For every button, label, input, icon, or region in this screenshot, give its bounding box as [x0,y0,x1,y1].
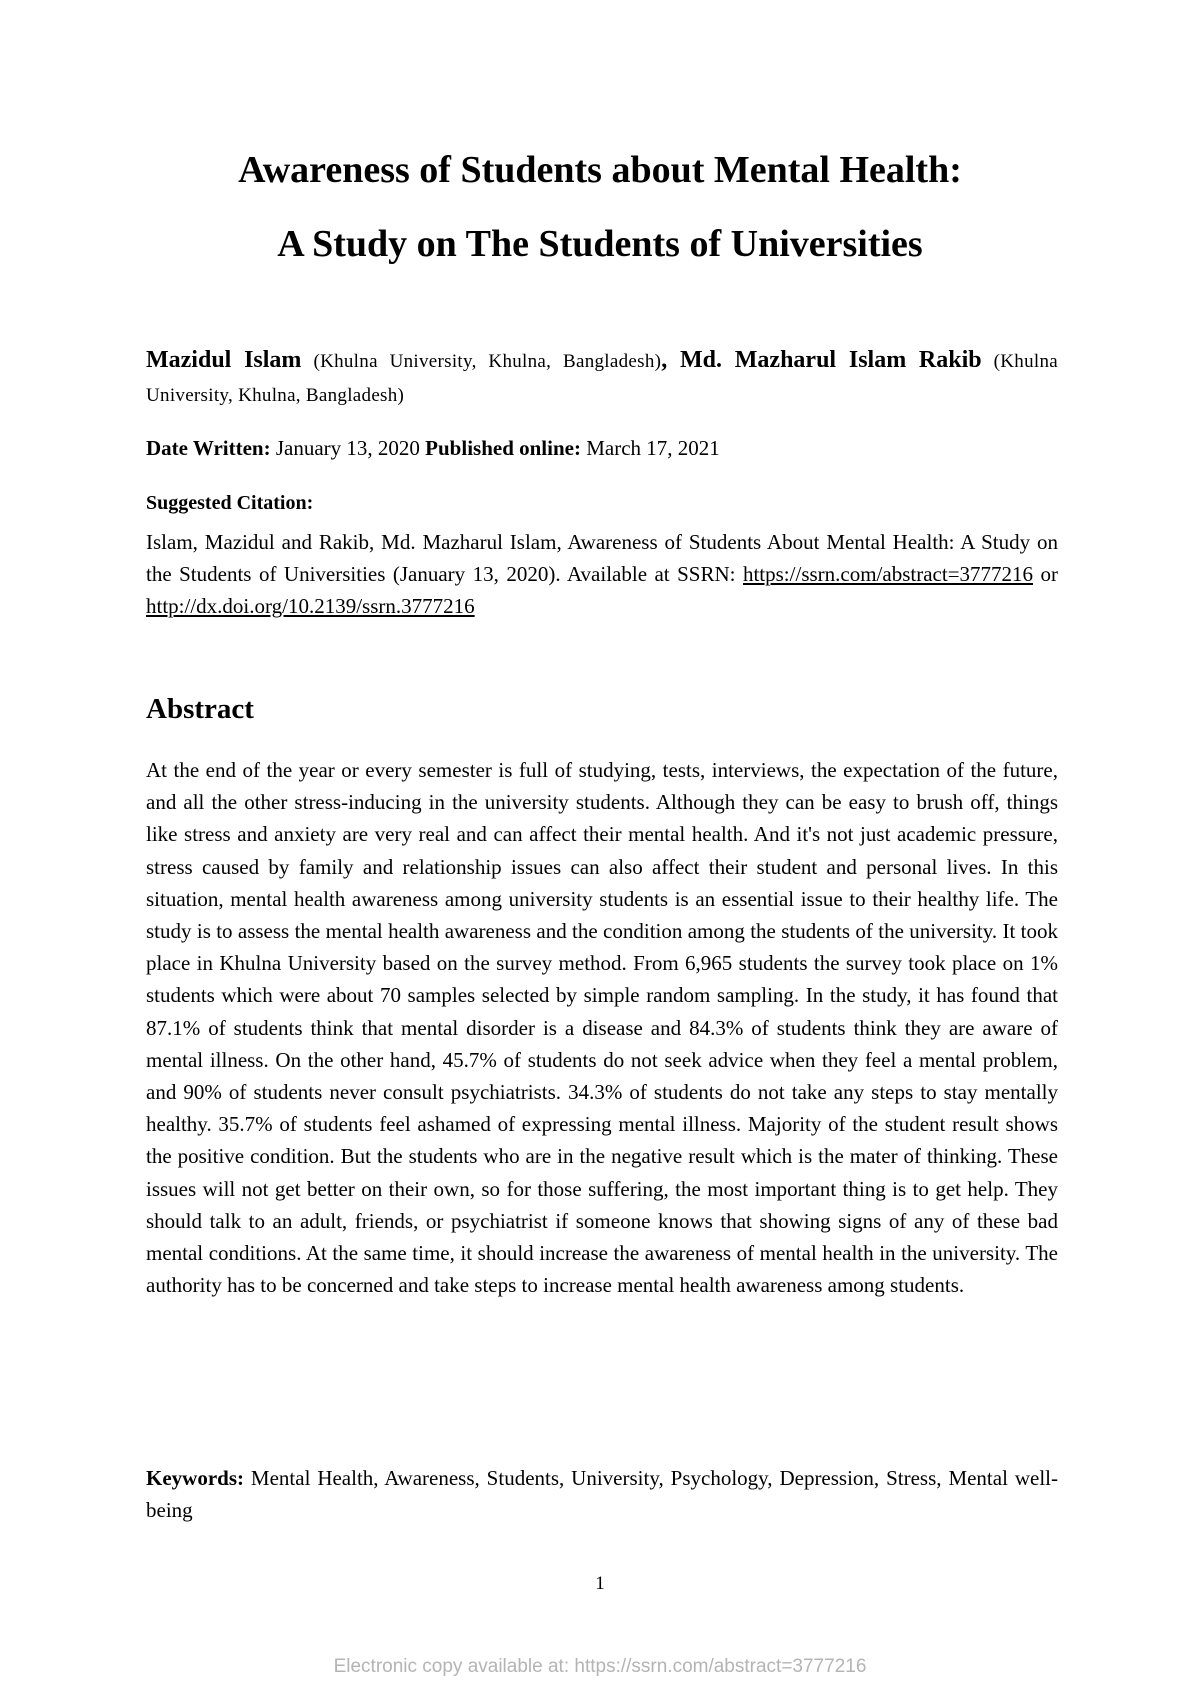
author-list [146,344,1058,412]
keywords-value: Mental Health, Awareness, Students, University, Psychology, Depression, Stress, Mental well-being [146,1466,1058,1522]
paper-title-line-2: A Study on The Students of Universities [277,223,923,265]
keywords-line [146,1462,1058,1526]
published-online-value: March 17, 2021 [586,436,720,460]
paper-title-line-1: Awareness of Students about Mental Health: [238,149,962,191]
citation-connector: or [1033,562,1059,586]
ssrn-footer-watermark: Electronic copy available at: https://ssrn.com/abstract=3777216 [333,1656,867,1677]
date-written-value: January 13, 2020 [275,436,420,460]
author-name-1: Mazidul Islam [146,347,302,373]
author-name-2: Md. Mazharul Islam Rakib [680,347,982,373]
abstract-text: At the end of the year or every semester is full of studying, tests, interviews, the expectation of the future, and all the other stress-inducing in the university students. Although they can be easy to brush off, things like stress and anxiety are very real and can affect their mental health. And it's not just academic pressure, stress caused by family and relationship issues can also affect their student and personal lives. In this situation, mental health awareness among university students is an essential issue to their healthy life. The study is to assess the mental health awareness and the condition among the students of the university. It took place in Khulna University based on the survey method. From 6,965 students the survey took place on 1% students which were about 70 samples selected by simple random sampling. In the study, it has found that 87.1% of students think that mental disorder is a disease and 84.3% of students think they are aware of mental illness. On the other hand, 45.7% of students do not seek advice when they feel a mental problem, and 90% of students never consult psychiatrists. 34.3% of students do not take any steps to stay mentally healthy. 35.7% of students feel ashamed of expressing mental illness. Majority of the student result shows the positive condition. But the students who are in the negative result which is the mater of thinking. These issues will not get better on their own, so for those suffering, the most important thing is to get help. They should talk to an adult, friends, or psychiatrist if someone knows that showing signs of any of these bad mental conditions. At the same time, it should increase the awareness of mental health in the university. The authority has to be concerned and take steps to increase mental health awareness among students. [146,758,1058,1298]
author-affiliation-2: (Khulna University, Khulna, Bangladesh) [146,351,1059,406]
suggested-citation-text [146,526,1058,622]
date-line [146,436,1058,461]
doi-link[interactable]: http://dx.doi.org/10.2139/ssrn.3777216 [146,594,475,618]
citation-body: Islam, Mazidul and Rakib, Md. Mazharul Islam, Awareness of Students About Mental Health: A Study on the Students of Universities (January 13, 2020). Available at SSRN: [146,530,1058,586]
date-written-label: Date Written: [146,436,271,460]
author-separator: , [661,347,681,373]
abstract-heading: Abstract [146,693,254,725]
ssrn-abstract-link[interactable]: https://ssrn.com/abstract=3777216 [742,562,1034,586]
suggested-citation-heading: Suggested Citation: [146,492,314,514]
author-affiliation-1: (Khulna University, Khulna, Bangladesh) [313,351,662,372]
page-number: 1 [595,1573,605,1594]
published-online-label: Published online: [425,436,581,460]
keywords-label: Keywords: [146,1466,244,1490]
